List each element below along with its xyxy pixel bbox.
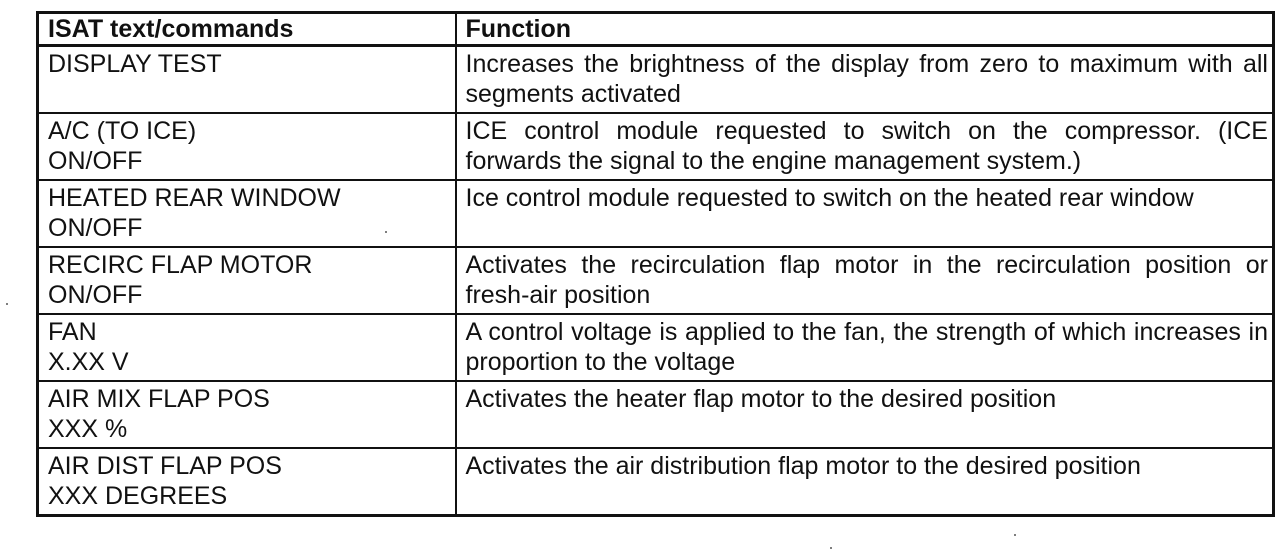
function-cell: A control voltage is applied to the fan, the strength of which increases in proportion to the voltage: [456, 314, 1274, 381]
table-row: [38, 448, 1274, 516]
command-cell: [38, 381, 456, 448]
function-cell: Increases the brightness of the display from zero to maximum with all segments activated: [456, 46, 1274, 114]
command-line: AIR DIST FLAP POS: [48, 452, 282, 480]
table-header-row: [38, 13, 1274, 46]
header-isat-text-commands: ISAT text/commands: [38, 13, 456, 46]
function-cell: Activates the recirculation flap motor in the recirculation position or fresh-air position: [456, 247, 1274, 314]
scan-speck: [6, 303, 8, 305]
function-cell: Ice control module requested to switch on the heated rear window: [456, 180, 1274, 247]
command-line: AIR MIX FLAP POS: [48, 385, 270, 413]
command-line: RECIRC FLAP MOTOR: [48, 251, 313, 279]
function-cell: ICE control module requested to switch on the compressor. (ICE forwards the signal to the engine management system.): [456, 113, 1274, 180]
command-cell: [38, 247, 456, 314]
header-function: Function: [456, 13, 1274, 46]
command-line: ON/OFF: [48, 147, 143, 175]
scan-speck: [385, 231, 387, 233]
command-cell: [38, 448, 456, 516]
command-line: ON/OFF: [48, 281, 143, 309]
command-line: X.XX V: [48, 348, 129, 376]
table-row: [38, 247, 1274, 314]
command-cell: [38, 46, 456, 114]
command-cell: [38, 180, 456, 247]
table-row: [38, 314, 1274, 381]
table-row: [38, 113, 1274, 180]
command-line: FAN: [48, 318, 97, 346]
command-line: XXX %: [48, 415, 128, 443]
command-cell: [38, 314, 456, 381]
table-row: [38, 180, 1274, 247]
scan-speck: [830, 547, 832, 549]
table-row: [38, 381, 1274, 448]
command-cell: [38, 113, 456, 180]
isat-commands-table: [36, 11, 1275, 517]
command-line: A/C (TO ICE): [48, 117, 197, 145]
command-line: XXX DEGREES: [48, 482, 228, 510]
table-row: [38, 46, 1274, 114]
scan-speck: [1014, 534, 1016, 536]
function-cell: Activates the air distribution flap motor to the desired position: [456, 448, 1274, 516]
command-line: DISPLAY TEST: [48, 50, 222, 78]
command-line: HEATED REAR WINDOW: [48, 184, 341, 212]
function-cell: Activates the heater flap motor to the desired position: [456, 381, 1274, 448]
command-line: ON/OFF: [48, 214, 143, 242]
